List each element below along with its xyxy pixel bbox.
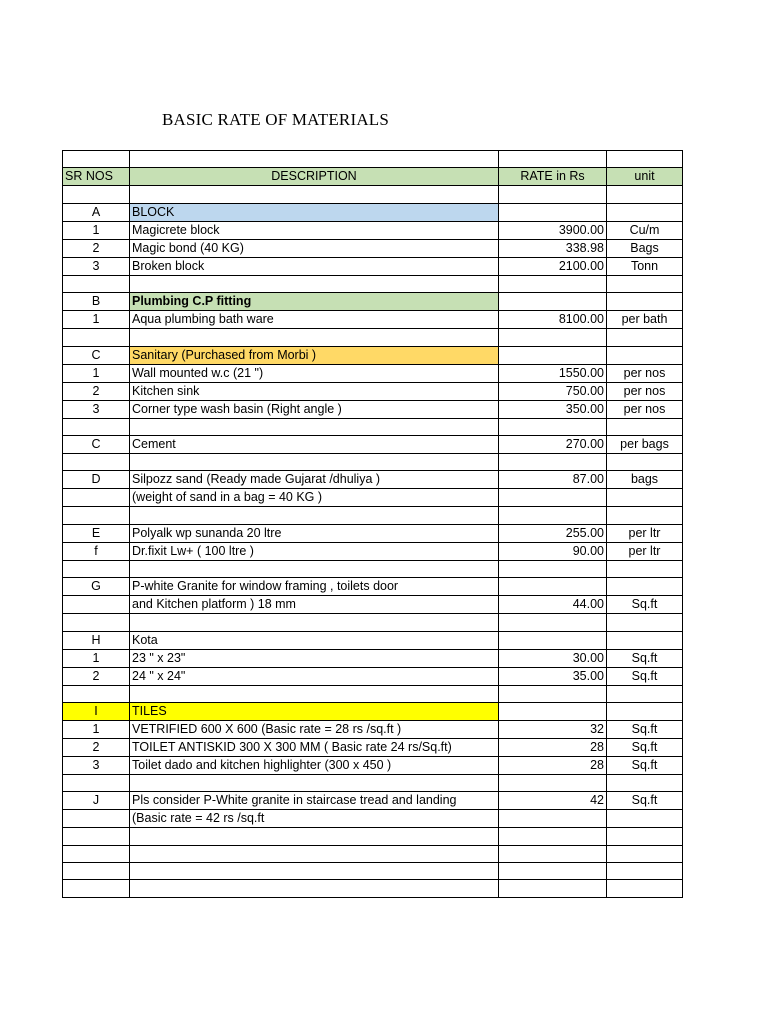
sr-cell	[63, 880, 130, 897]
description-cell: (Basic rate = 42 rs /sq.ft	[130, 810, 499, 828]
unit-cell: per bags	[607, 435, 683, 453]
sr-cell	[63, 151, 130, 168]
unit-cell	[607, 631, 683, 649]
rate-cell: 338.98	[499, 239, 607, 257]
sr-cell: C	[63, 346, 130, 364]
description-cell: and Kitchen platform ) 18 mm	[130, 596, 499, 614]
description-cell: 23 " x 23"	[130, 649, 499, 667]
unit-cell: Sq.ft	[607, 596, 683, 614]
description-cell: DESCRIPTION	[130, 168, 499, 186]
sr-cell	[63, 275, 130, 292]
description-cell: 24 " x 24"	[130, 667, 499, 685]
rate-cell	[499, 453, 607, 470]
unit-cell	[607, 828, 683, 845]
rate-cell	[499, 774, 607, 791]
rate-cell: 44.00	[499, 596, 607, 614]
sr-cell: D	[63, 471, 130, 489]
table-row	[63, 311, 683, 329]
sr-cell	[63, 596, 130, 614]
description-cell	[130, 880, 499, 897]
rate-cell: 90.00	[499, 542, 607, 560]
unit-cell: Tonn	[607, 257, 683, 275]
unit-cell	[607, 507, 683, 524]
description-cell: Silpozz sand (Ready made Gujarat /dhuliya )	[130, 471, 499, 489]
rates-table-body	[63, 151, 683, 898]
sr-cell: C	[63, 435, 130, 453]
rate-cell: 2100.00	[499, 257, 607, 275]
unit-cell	[607, 346, 683, 364]
rate-cell: 32	[499, 720, 607, 738]
table-row	[63, 257, 683, 275]
table-row	[63, 524, 683, 542]
description-cell	[130, 614, 499, 631]
unit-cell: unit	[607, 168, 683, 186]
table-row	[63, 880, 683, 897]
table-row	[63, 560, 683, 577]
sr-cell: 2	[63, 667, 130, 685]
table-row	[63, 810, 683, 828]
rate-cell: 28	[499, 756, 607, 774]
unit-cell	[607, 810, 683, 828]
rate-cell: 8100.00	[499, 311, 607, 329]
description-cell: Aqua plumbing bath ware	[130, 311, 499, 329]
sr-cell: G	[63, 578, 130, 596]
rate-cell: 42	[499, 792, 607, 810]
sr-cell	[63, 453, 130, 470]
description-cell: Kota	[130, 631, 499, 649]
description-cell: Broken block	[130, 257, 499, 275]
table-row	[63, 738, 683, 756]
unit-cell: per nos	[607, 400, 683, 418]
sr-cell: f	[63, 542, 130, 560]
unit-cell: Sq.ft	[607, 667, 683, 685]
rate-cell	[499, 203, 607, 221]
table-row	[63, 203, 683, 221]
table-row	[63, 507, 683, 524]
rate-cell: 270.00	[499, 435, 607, 453]
sr-cell: B	[63, 293, 130, 311]
unit-cell: bags	[607, 471, 683, 489]
rate-cell	[499, 863, 607, 880]
description-cell	[130, 828, 499, 845]
table-row	[63, 489, 683, 507]
unit-cell	[607, 880, 683, 897]
table-row	[63, 382, 683, 400]
description-cell: Sanitary (Purchased from Morbi )	[130, 346, 499, 364]
rates-table	[62, 150, 683, 898]
table-row	[63, 631, 683, 649]
description-cell: Cement	[130, 435, 499, 453]
description-cell: Dr.fixit Lw+ ( 100 ltre )	[130, 542, 499, 560]
rate-cell	[499, 186, 607, 203]
rate-cell: 3900.00	[499, 221, 607, 239]
rate-cell	[499, 507, 607, 524]
rate-cell: 35.00	[499, 667, 607, 685]
sr-cell: 3	[63, 756, 130, 774]
table-row	[63, 756, 683, 774]
rate-cell	[499, 489, 607, 507]
sr-cell	[63, 828, 130, 845]
rate-cell	[499, 418, 607, 435]
description-cell	[130, 560, 499, 577]
rate-cell	[499, 614, 607, 631]
sr-cell	[63, 774, 130, 791]
unit-cell	[607, 186, 683, 203]
description-cell	[130, 507, 499, 524]
table-row	[63, 329, 683, 346]
table-row	[63, 151, 683, 168]
rate-cell	[499, 560, 607, 577]
description-cell: BLOCK	[130, 203, 499, 221]
description-cell	[130, 685, 499, 702]
description-cell	[130, 186, 499, 203]
table-row	[63, 685, 683, 702]
unit-cell	[607, 329, 683, 346]
rate-cell	[499, 293, 607, 311]
description-cell	[130, 774, 499, 791]
page-title: BASIC RATE OF MATERIALS	[162, 110, 390, 129]
table-row	[63, 578, 683, 596]
unit-cell: Bags	[607, 239, 683, 257]
table-row	[63, 293, 683, 311]
sr-cell: 1	[63, 311, 130, 329]
unit-cell	[607, 774, 683, 791]
table-row	[63, 453, 683, 470]
unit-cell	[607, 702, 683, 720]
description-cell: Corner type wash basin (Right angle )	[130, 400, 499, 418]
sr-cell: 1	[63, 720, 130, 738]
sr-cell	[63, 863, 130, 880]
rate-cell: 1550.00	[499, 364, 607, 382]
description-cell	[130, 151, 499, 168]
rate-cell	[499, 685, 607, 702]
description-cell: Toilet dado and kitchen highlighter (300 x 450 )	[130, 756, 499, 774]
sr-cell: A	[63, 203, 130, 221]
rate-cell	[499, 329, 607, 346]
rate-cell: 750.00	[499, 382, 607, 400]
unit-cell: per nos	[607, 364, 683, 382]
sr-cell	[63, 614, 130, 631]
rate-cell: RATE in Rs	[499, 168, 607, 186]
sr-cell: 1	[63, 364, 130, 382]
sr-cell: 1	[63, 649, 130, 667]
unit-cell	[607, 578, 683, 596]
sr-cell: 3	[63, 400, 130, 418]
table-row	[63, 364, 683, 382]
rate-cell: 30.00	[499, 649, 607, 667]
unit-cell	[607, 151, 683, 168]
sr-cell: 2	[63, 382, 130, 400]
description-cell: (weight of sand in a bag = 40 KG )	[130, 489, 499, 507]
sr-cell	[63, 329, 130, 346]
unit-cell: Sq.ft	[607, 792, 683, 810]
unit-cell	[607, 489, 683, 507]
rate-cell	[499, 631, 607, 649]
rate-cell: 350.00	[499, 400, 607, 418]
unit-cell	[607, 275, 683, 292]
sr-cell: 2	[63, 239, 130, 257]
rate-cell	[499, 702, 607, 720]
description-cell	[130, 275, 499, 292]
description-cell: Magicrete block	[130, 221, 499, 239]
sr-cell: J	[63, 792, 130, 810]
rate-cell: 28	[499, 738, 607, 756]
unit-cell: per bath	[607, 311, 683, 329]
table-row	[63, 614, 683, 631]
description-cell: P-white Granite for window framing , toilets door	[130, 578, 499, 596]
header-row	[63, 168, 683, 186]
table-row	[63, 863, 683, 880]
unit-cell	[607, 560, 683, 577]
rate-cell	[499, 275, 607, 292]
rate-cell	[499, 810, 607, 828]
unit-cell: Cu/m	[607, 221, 683, 239]
unit-cell: per ltr	[607, 524, 683, 542]
table-row	[63, 720, 683, 738]
unit-cell: Sq.ft	[607, 720, 683, 738]
table-row	[63, 435, 683, 453]
description-cell	[130, 329, 499, 346]
unit-cell	[607, 685, 683, 702]
description-cell	[130, 863, 499, 880]
description-cell: VETRIFIED 600 X 600 (Basic rate = 28 rs /sq.ft )	[130, 720, 499, 738]
table-row	[63, 471, 683, 489]
sr-cell	[63, 685, 130, 702]
sr-cell	[63, 845, 130, 862]
description-cell: Polyalk wp sunanda 20 ltre	[130, 524, 499, 542]
description-cell	[130, 418, 499, 435]
sr-cell: E	[63, 524, 130, 542]
description-cell: Magic bond (40 KG)	[130, 239, 499, 257]
unit-cell: per ltr	[607, 542, 683, 560]
unit-cell	[607, 293, 683, 311]
table-row	[63, 702, 683, 720]
table-row	[63, 400, 683, 418]
description-cell: TOILET ANTISKID 300 X 300 MM ( Basic rate 24 rs/Sq.ft)	[130, 738, 499, 756]
table-row	[63, 418, 683, 435]
unit-cell	[607, 614, 683, 631]
sr-cell	[63, 186, 130, 203]
table-row	[63, 239, 683, 257]
description-cell: Plumbing C.P fitting	[130, 293, 499, 311]
sr-cell	[63, 507, 130, 524]
table-row	[63, 542, 683, 560]
unit-cell	[607, 845, 683, 862]
rate-cell	[499, 578, 607, 596]
rate-cell	[499, 151, 607, 168]
table-row	[63, 221, 683, 239]
rate-cell: 87.00	[499, 471, 607, 489]
rate-cell	[499, 880, 607, 897]
description-cell: Kitchen sink	[130, 382, 499, 400]
sr-cell	[63, 810, 130, 828]
description-cell	[130, 845, 499, 862]
unit-cell: per nos	[607, 382, 683, 400]
sr-cell: 1	[63, 221, 130, 239]
description-cell: TILES	[130, 702, 499, 720]
description-cell: Wall mounted w.c (21 ")	[130, 364, 499, 382]
sr-cell	[63, 560, 130, 577]
table-row	[63, 275, 683, 292]
table-row	[63, 186, 683, 203]
sr-cell: H	[63, 631, 130, 649]
sr-cell: SR NOS	[63, 168, 130, 186]
table-row	[63, 792, 683, 810]
sr-cell: I	[63, 702, 130, 720]
table-row	[63, 828, 683, 845]
sr-cell: 3	[63, 257, 130, 275]
unit-cell	[607, 453, 683, 470]
sr-cell	[63, 489, 130, 507]
description-cell	[130, 453, 499, 470]
description-cell: Pls consider P-White granite in staircase tread and landing	[130, 792, 499, 810]
sr-cell: 2	[63, 738, 130, 756]
unit-cell: Sq.ft	[607, 738, 683, 756]
table-row	[63, 596, 683, 614]
table-row	[63, 774, 683, 791]
table-row	[63, 667, 683, 685]
unit-cell: Sq.ft	[607, 756, 683, 774]
table-row	[63, 649, 683, 667]
unit-cell: Sq.ft	[607, 649, 683, 667]
rate-cell	[499, 828, 607, 845]
table-row	[63, 346, 683, 364]
table-row	[63, 845, 683, 862]
rate-cell	[499, 346, 607, 364]
rate-cell: 255.00	[499, 524, 607, 542]
unit-cell	[607, 863, 683, 880]
unit-cell	[607, 418, 683, 435]
sr-cell	[63, 418, 130, 435]
unit-cell	[607, 203, 683, 221]
rate-cell	[499, 845, 607, 862]
